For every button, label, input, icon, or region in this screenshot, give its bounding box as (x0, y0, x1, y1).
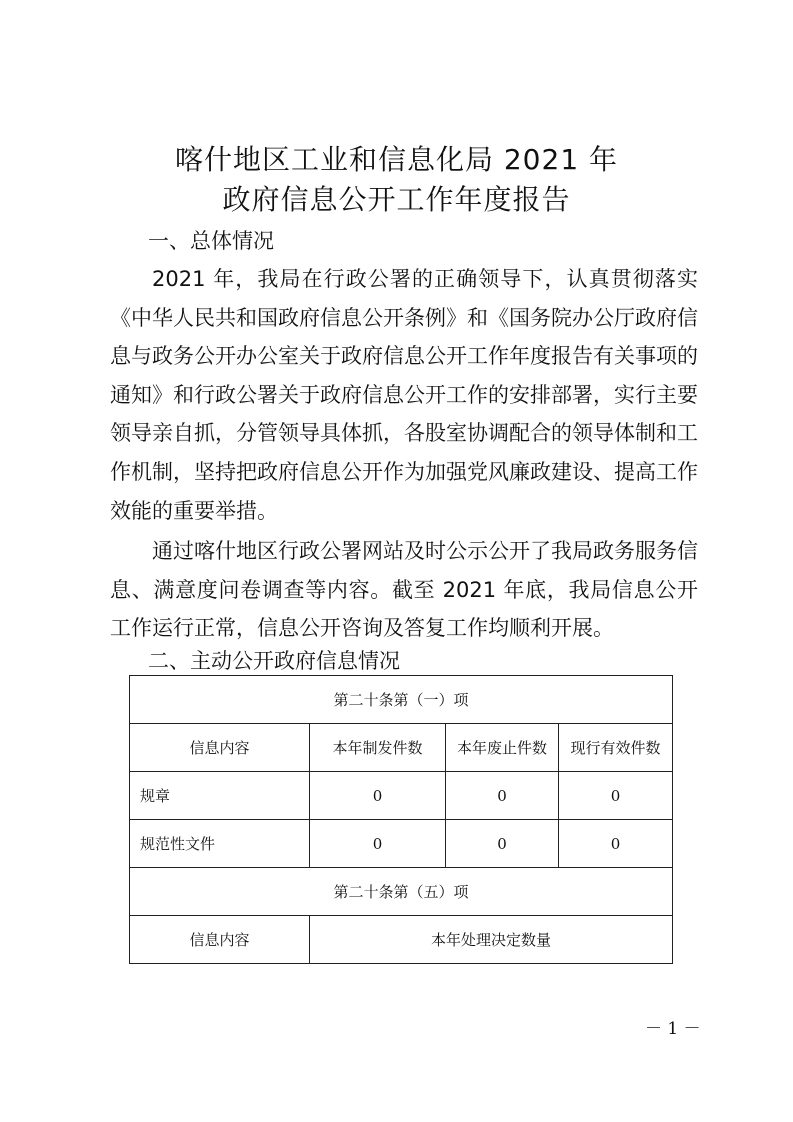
overview-paragraph-1: 2021 年，我局在行政公署的正确领导下，认真贯彻落实《中华人民共和国政府信息公开条例》和《国务院办公厅政府信息与政务公开办公室关于政府信息公开工作年度报告有关事项的通知》和行政公署关于政府信息公开工作的安排部署，实行主要领导亲自抓，分管领导具体抓，各股室协调配合的领导体制和工作机制，坚持把政府信息公开作为加强党风廉政建设、提高工作效能的重要举措。 (110, 267, 698, 523)
column-header: 本年制发件数 (310, 724, 446, 772)
table-section-row (130, 868, 673, 916)
table-header-row (130, 724, 673, 772)
disclosure-table (129, 675, 673, 964)
table-cell: 0 (446, 820, 559, 868)
table-header-row (130, 916, 673, 964)
table-section-title: 第二十条第（五）项 (130, 868, 673, 916)
column-header: 本年废止件数 (446, 724, 559, 772)
column-header: 信息内容 (130, 724, 310, 772)
report-title-line1: 喀什地区工业和信息化局 2021 年 (174, 143, 619, 176)
section-heading-overview: 一、总体情况 (148, 229, 274, 253)
table-cell: 0 (559, 772, 673, 820)
table-section-row (130, 676, 673, 724)
table-cell: 0 (310, 772, 446, 820)
table-section-title: 第二十条第（一）项 (130, 676, 673, 724)
table-cell: 0 (559, 820, 673, 868)
table-cell: 0 (310, 820, 446, 868)
section-heading-proactive-disclosure: 二、主动公开政府信息情况 (148, 649, 400, 673)
column-header: 现行有效件数 (559, 724, 673, 772)
column-header: 本年处理决定数量 (310, 916, 673, 964)
column-header: 信息内容 (130, 916, 310, 964)
report-title-line2: 政府信息公开工作年度报告 (222, 183, 571, 216)
overview-paragraph-2: 通过喀什地区行政公署网站及时公示公开了我局政务服务信息、满意度问卷调查等内容。截至 2021 年底，我局信息公开工作运行正常，信息公开咨询及答复工作均顺利开展。 (110, 539, 698, 641)
table-row (130, 820, 673, 868)
page-number: － 1 － (645, 1019, 701, 1039)
row-label: 规范性文件 (130, 820, 310, 868)
table-cell: 0 (446, 772, 559, 820)
table-row (130, 772, 673, 820)
row-label: 规章 (130, 772, 310, 820)
